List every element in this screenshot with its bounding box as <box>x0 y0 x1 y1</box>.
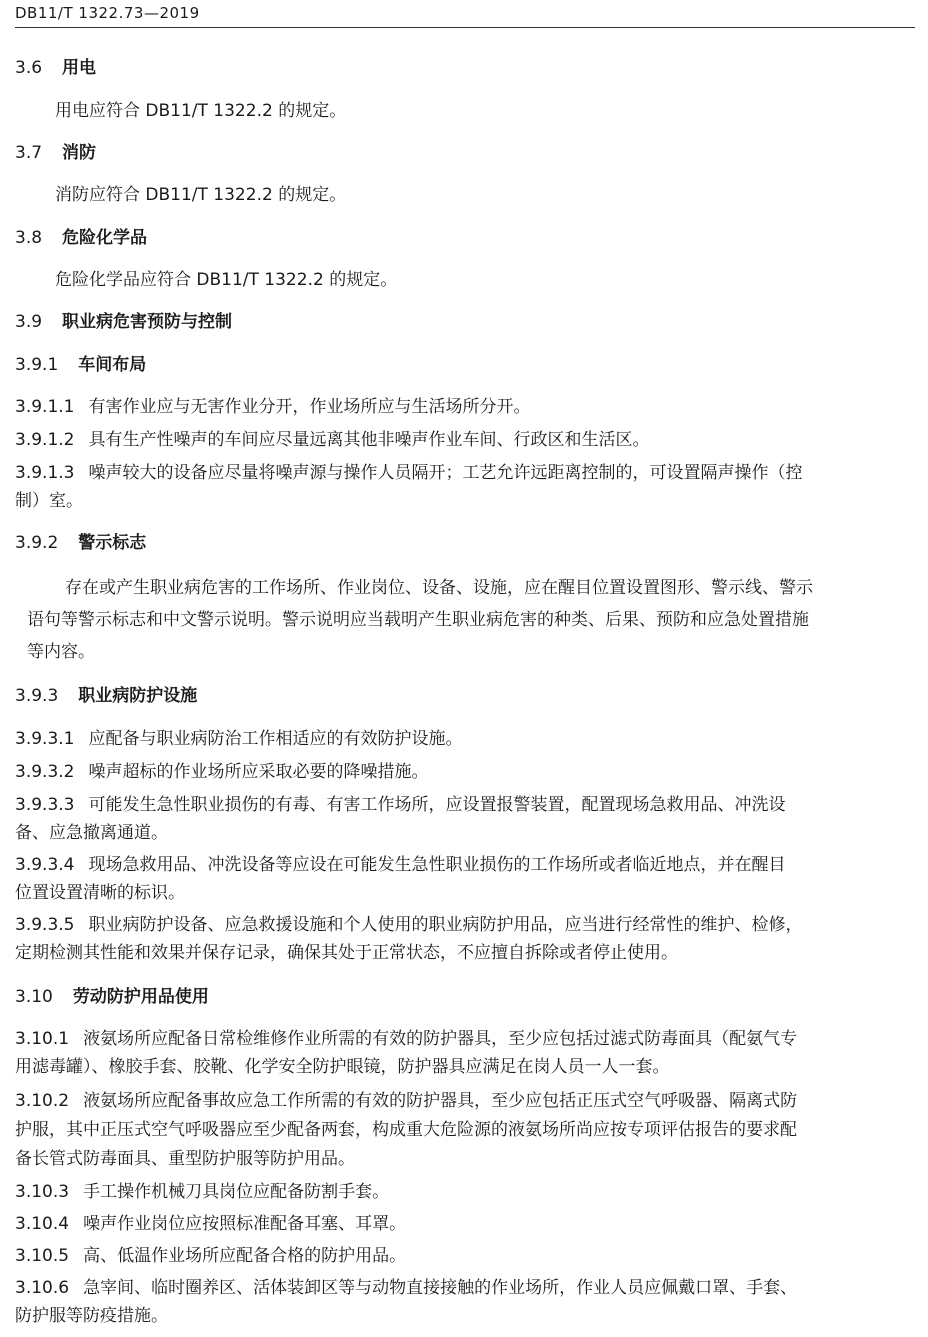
clause-text: 职业病防护设备、应急救援设施和个人使用的职业病防护用品，应当进行经常性的维护、检修， <box>88 915 803 935</box>
clause-3-9-3-3 <box>15 793 785 817</box>
section-heading-3-9 <box>15 310 232 334</box>
section-title: 职业病防护设施 <box>78 686 198 706</box>
clause-3-9-3-1 <box>15 727 462 751</box>
section-heading-3-9-3 <box>15 684 197 708</box>
clause-number: 3.10.1 <box>15 1029 70 1049</box>
section-number: 3.9.2 <box>15 533 59 553</box>
clause-3-9-3-5-cont: 定期检测其性能和效果并保存记录，确保其处于正常状态，不应擅自拆除或者停止使用。 <box>15 943 678 963</box>
clause-text: 噪声作业岗位应按照标准配备耳塞、耳罩。 <box>83 1214 407 1234</box>
paragraph-3-9-2-line1: 存在或产生职业病危害的工作场所、作业岗位、设备、设施，应在醒目位置设置图形、警示线、警示 <box>65 578 813 598</box>
section-body-3-7: 消防应符合 DB11/T 1322.2 的规定。 <box>55 185 347 205</box>
clause-3-10-4 <box>15 1212 406 1236</box>
section-title: 消防 <box>62 143 97 163</box>
section-heading-3-10 <box>15 985 209 1009</box>
section-number: 3.10 <box>15 987 53 1007</box>
clause-3-9-3-2 <box>15 760 428 784</box>
clause-3-9-3-3-cont: 备、应急撤离通道。 <box>15 823 168 843</box>
section-title: 用电 <box>62 58 97 78</box>
clause-3-10-2-cont1: 护服，其中正压式空气呼吸器应至少配备两套，构成重大危险源的液氨场所尚应按专项评估报告的要求配 <box>15 1120 797 1140</box>
clause-text: 可能发生急性职业损伤的有毒、有害工作场所，应设置报警装置，配置现场急救用品、冲洗设 <box>88 795 786 815</box>
clause-3-10-2-cont2: 备长管式防毒面具、重型防护服等防护用品。 <box>15 1149 355 1169</box>
clause-text: 高、低温作业场所应配备合格的防护用品。 <box>83 1246 407 1266</box>
clause-3-9-1-3-cont: 制）室。 <box>15 491 83 511</box>
clause-number: 3.9.3.3 <box>15 795 75 815</box>
clause-text: 噪声超标的作业场所应采取必要的降噪措施。 <box>88 762 429 782</box>
clause-text: 急宰间、临时圈养区、活体装卸区等与动物直接接触的作业场所，作业人员应佩戴口罩、手套、 <box>83 1278 798 1298</box>
clause-number: 3.9.3.2 <box>15 762 75 782</box>
clause-number: 3.10.2 <box>15 1091 70 1111</box>
clause-number: 3.9.3.1 <box>15 729 75 749</box>
clause-text: 具有生产性噪声的车间应尽量远离其他非噪声作业车间、行政区和生活区。 <box>88 430 650 450</box>
clause-3-10-6 <box>15 1276 797 1300</box>
section-heading-3-9-2 <box>15 531 146 555</box>
clause-3-9-1-1 <box>15 395 530 419</box>
clause-3-9-1-2 <box>15 428 649 452</box>
document-code-header: DB11/T 1322.73—2019 <box>15 4 200 22</box>
section-title: 危险化学品 <box>62 228 148 248</box>
section-body-3-6: 用电应符合 DB11/T 1322.2 的规定。 <box>55 101 347 121</box>
section-title: 劳动防护用品使用 <box>72 987 209 1007</box>
clause-3-10-5 <box>15 1244 406 1268</box>
section-number: 3.6 <box>15 58 43 78</box>
clause-text: 液氨场所应配备事故应急工作所需的有效的防护器具，至少应包括正压式空气呼吸器、隔离式防 <box>83 1091 798 1111</box>
clause-text: 有害作业应与无害作业分开，作业场所应与生活场所分开。 <box>88 397 531 417</box>
section-number: 3.9.3 <box>15 686 59 706</box>
clause-number: 3.10.3 <box>15 1182 70 1202</box>
section-body-3-8: 危险化学品应符合 DB11/T 1322.2 的规定。 <box>55 270 398 290</box>
section-heading-3-9-1 <box>15 353 146 377</box>
section-number: 3.9.1 <box>15 355 59 375</box>
section-number: 3.9 <box>15 312 43 332</box>
clause-3-10-2 <box>15 1089 797 1113</box>
section-number: 3.7 <box>15 143 43 163</box>
clause-3-10-6-cont: 防护服等防疫措施。 <box>15 1306 168 1326</box>
clause-number: 3.9.1.3 <box>15 463 75 483</box>
clause-3-9-3-5 <box>15 913 802 937</box>
clause-3-9-1-3 <box>15 461 802 485</box>
clause-number: 3.10.5 <box>15 1246 70 1266</box>
clause-3-10-3 <box>15 1180 389 1204</box>
clause-number: 3.9.3.4 <box>15 855 75 875</box>
clause-text: 现场急救用品、冲洗设备等应设在可能发生急性职业损伤的工作场所或者临近地点，并在醒目 <box>88 855 786 875</box>
section-number: 3.8 <box>15 228 43 248</box>
clause-text: 应配备与职业病防治工作相适应的有效防护设施。 <box>88 729 463 749</box>
clause-number: 3.9.1.2 <box>15 430 75 450</box>
clause-3-9-3-4 <box>15 853 785 877</box>
clause-text: 液氨场所应配备日常检维修作业所需的有效的防护器具，至少应包括过滤式防毒面具（配氨气专 <box>83 1029 798 1049</box>
clause-number: 3.9.1.1 <box>15 397 75 417</box>
clause-text: 手工操作机械刀具岗位应配备防割手套。 <box>83 1182 390 1202</box>
section-heading-3-7 <box>15 141 96 165</box>
section-title: 职业病危害预防与控制 <box>62 312 233 332</box>
section-heading-3-8 <box>15 226 147 250</box>
clause-number: 3.10.4 <box>15 1214 70 1234</box>
clause-number: 3.9.3.5 <box>15 915 75 935</box>
paragraph-3-9-2-line2: 语句等警示标志和中文警示说明。警示说明应当载明产生职业病危害的种类、后果、预防和应急处置措施 <box>27 610 809 630</box>
clause-3-9-3-4-cont: 位置设置清晰的标识。 <box>15 883 185 903</box>
clause-text: 噪声较大的设备应尽量将噪声源与操作人员隔开；工艺允许远距离控制的，可设置隔声操作（控 <box>88 463 803 483</box>
paragraph-3-9-2-line3: 等内容。 <box>27 642 95 662</box>
section-title: 警示标志 <box>78 533 147 553</box>
clause-number: 3.10.6 <box>15 1278 70 1298</box>
clause-3-10-1 <box>15 1027 797 1051</box>
header-rule <box>15 27 915 28</box>
section-heading-3-6 <box>15 56 96 80</box>
clause-3-10-1-cont: 用滤毒罐）、橡胶手套、胶靴、化学安全防护眼镜，防护器具应满足在岗人员一人一套。 <box>15 1057 670 1077</box>
section-title: 车间布局 <box>78 355 147 375</box>
